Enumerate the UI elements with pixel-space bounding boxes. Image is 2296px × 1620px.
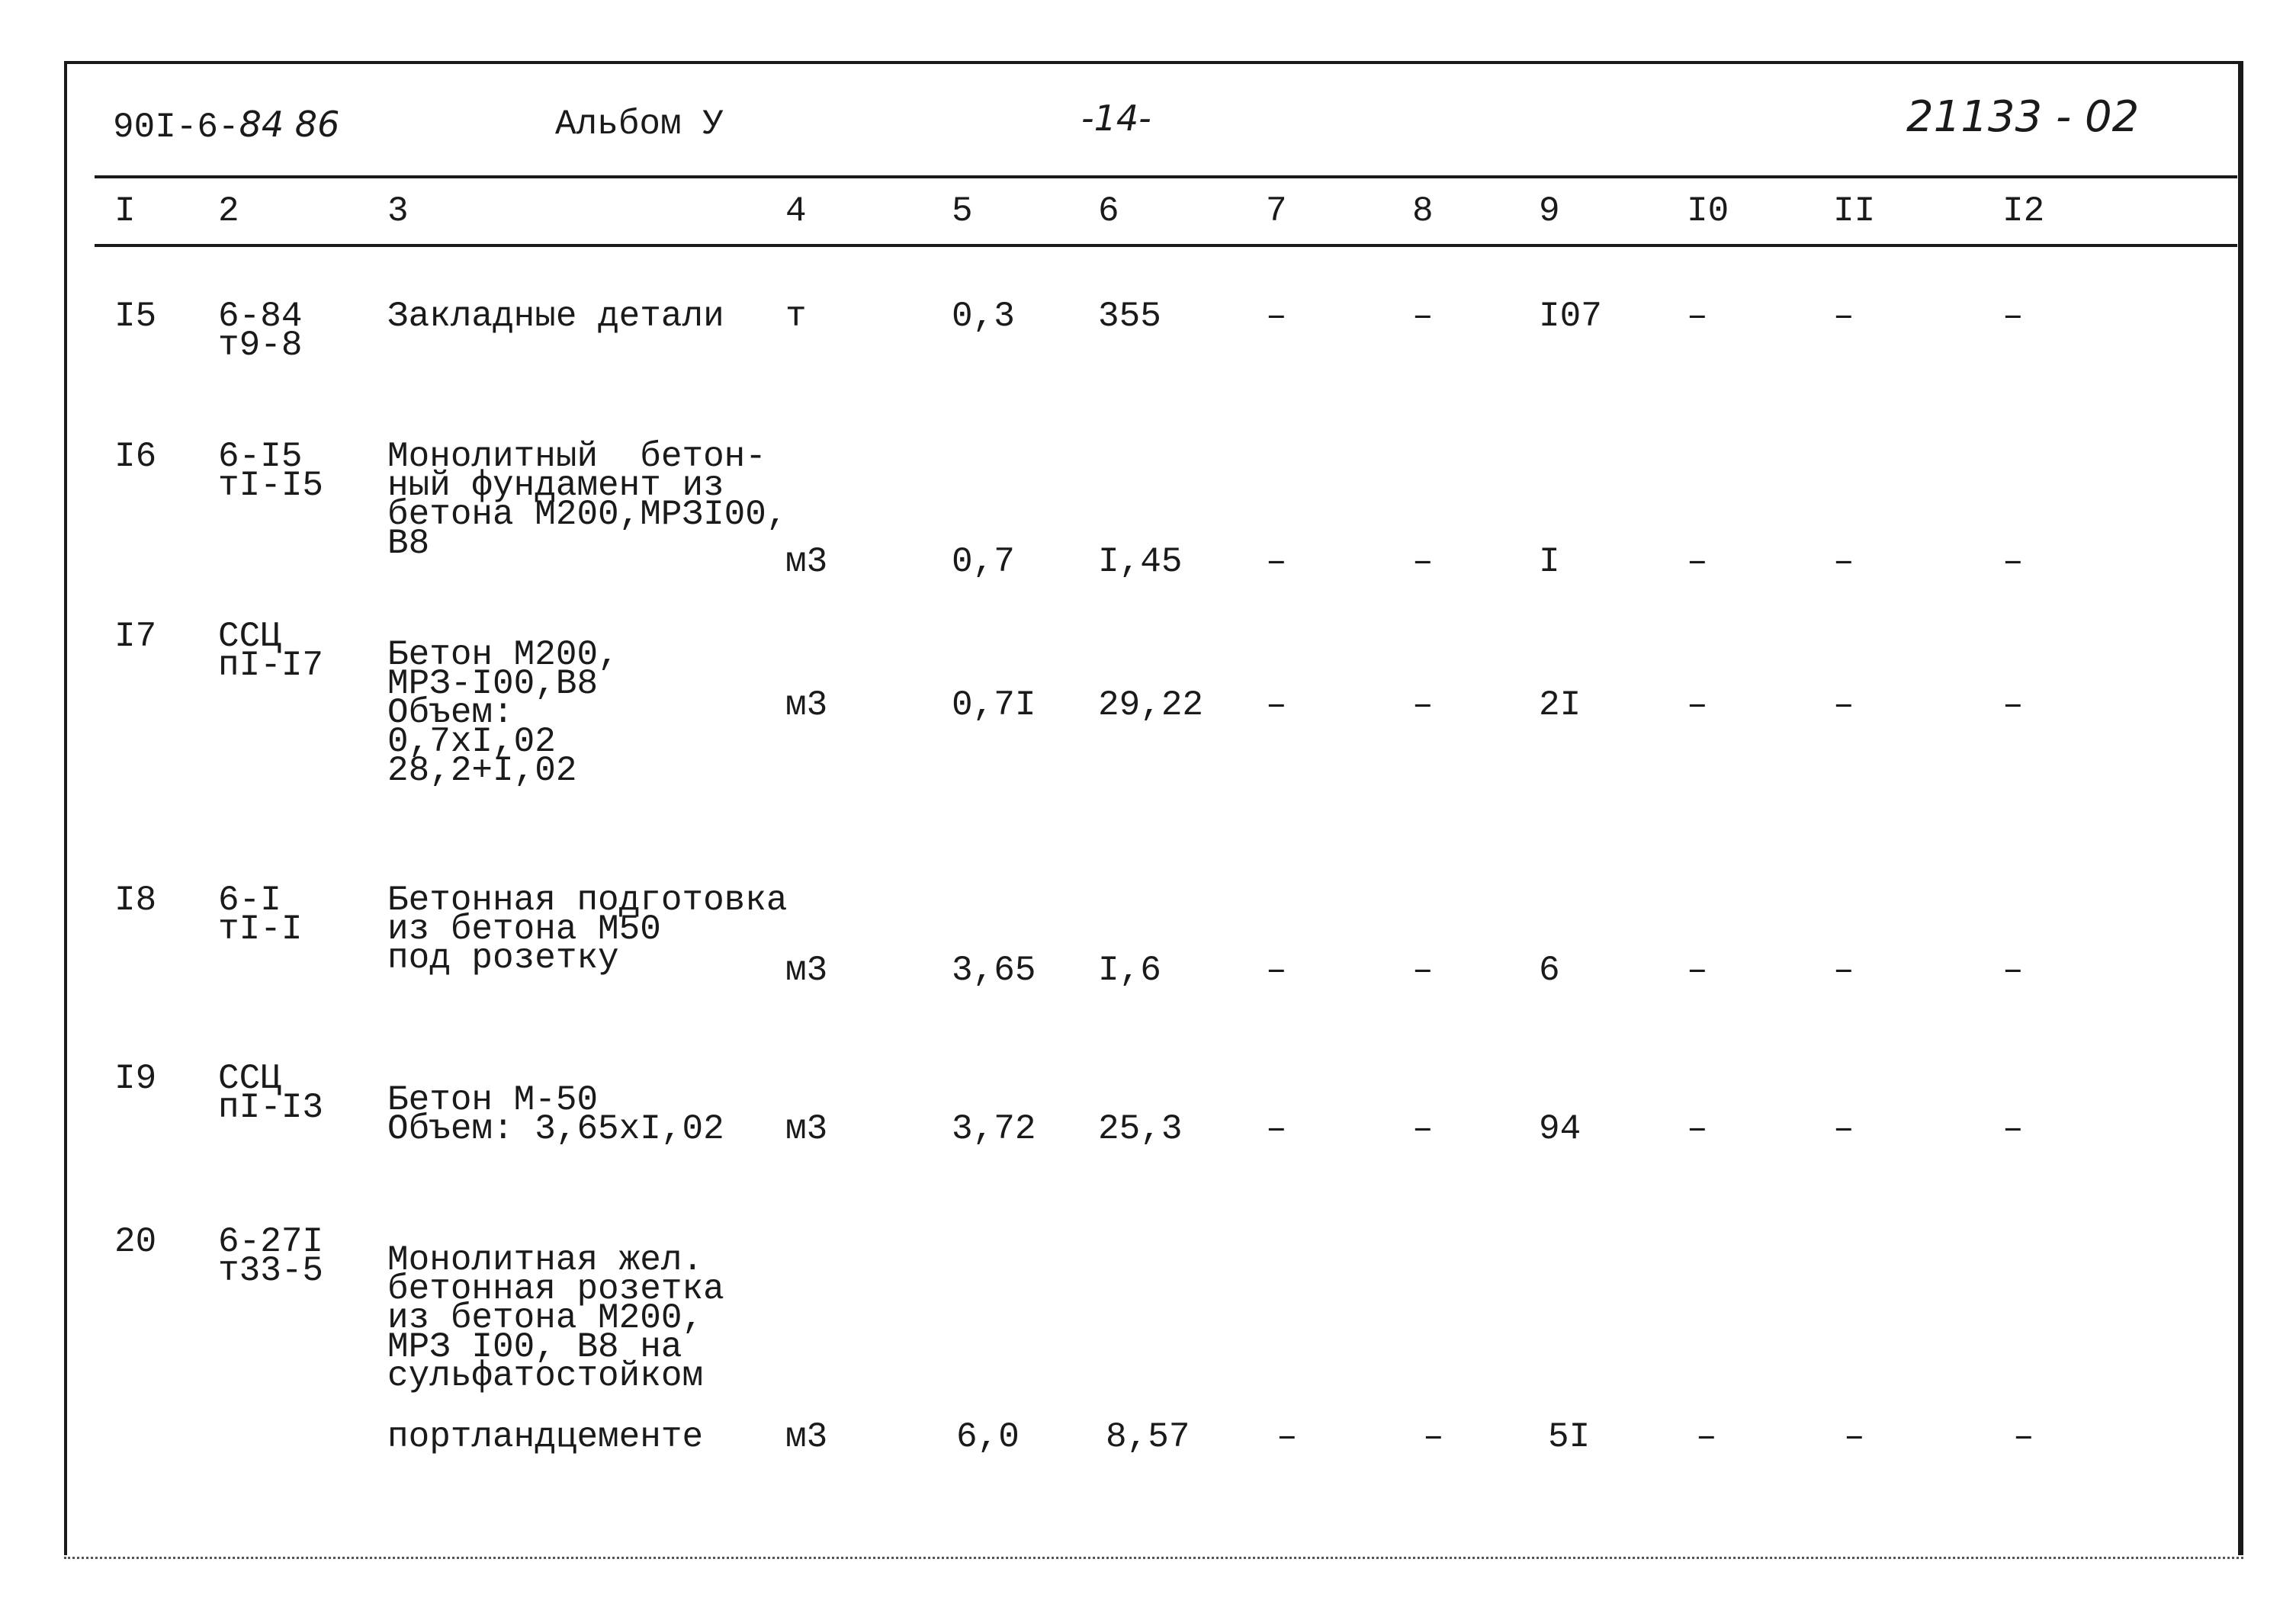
unit-price: 8,57 bbox=[1106, 1417, 1190, 1457]
work-description: Бетон М-50 Объем: 3,65хI,02 bbox=[387, 1080, 724, 1149]
unit-price: 25,3 bbox=[1098, 1109, 1183, 1149]
row-number: I8 bbox=[114, 881, 157, 920]
work-description: Закладные детали bbox=[387, 297, 724, 336]
norm-code: 6-I5 тI-I5 bbox=[218, 437, 324, 505]
quantity: 3,65 bbox=[952, 951, 1036, 990]
col-header-1: I bbox=[114, 191, 136, 231]
col-10-value: – bbox=[1687, 685, 1708, 725]
unit: м3 bbox=[785, 1109, 828, 1149]
col-header-9: 9 bbox=[1539, 191, 1560, 231]
row-number: I6 bbox=[114, 437, 157, 476]
norm-code: 6-84 т9-8 bbox=[218, 297, 303, 365]
col-11-value: – bbox=[1833, 685, 1854, 725]
col-header-2: 2 bbox=[218, 191, 239, 231]
quantity: 0,7 bbox=[952, 542, 1015, 582]
col-12-value: – bbox=[2002, 542, 2024, 582]
col-7-value: – bbox=[1266, 297, 1287, 336]
col-12-value: – bbox=[2002, 1109, 2024, 1149]
header-divider bbox=[95, 175, 2237, 178]
work-description-last-line: портландцементе bbox=[387, 1417, 704, 1457]
col-9-value: 6 bbox=[1539, 951, 1560, 990]
norm-code: 6-27I т33-5 bbox=[218, 1222, 324, 1291]
col-7-value: – bbox=[1266, 1109, 1287, 1149]
unit: м3 bbox=[785, 1417, 828, 1457]
norm-code: 6-I тI-I bbox=[218, 881, 303, 949]
quantity: 0,3 bbox=[952, 297, 1015, 336]
col-10-value: – bbox=[1687, 542, 1708, 582]
col-10-value: – bbox=[1687, 297, 1708, 336]
quantity: 6,0 bbox=[956, 1417, 1020, 1457]
col-7-value: – bbox=[1266, 542, 1287, 582]
col-9-value: I07 bbox=[1539, 297, 1602, 336]
unit-price: 29,22 bbox=[1098, 685, 1204, 725]
col-10-value: – bbox=[1687, 951, 1708, 990]
page-number: -14- bbox=[1081, 98, 1151, 139]
col-10-value: – bbox=[1696, 1417, 1717, 1457]
bottom-border-line bbox=[64, 1557, 2243, 1559]
unit: м3 bbox=[785, 951, 828, 990]
unit: м3 bbox=[785, 685, 828, 725]
unit-price: I,6 bbox=[1098, 951, 1161, 990]
col-8-value: – bbox=[1412, 951, 1434, 990]
col-9-value: I bbox=[1539, 542, 1560, 582]
row-number: I5 bbox=[114, 297, 157, 336]
col-8-value: – bbox=[1423, 1417, 1444, 1457]
col-7-value: – bbox=[1266, 951, 1287, 990]
document-code bbox=[113, 104, 340, 147]
work-description: Монолитная жел. бетонная розетка из бетона М200, МРЗ I00, В8 на сульфатостойком bbox=[387, 1240, 724, 1396]
quantity: 0,7I bbox=[952, 685, 1036, 725]
work-description: Бетонная подготовка из бетона М50 под розетку bbox=[387, 881, 788, 978]
sheet-code: 21133 - 02 bbox=[1906, 92, 2140, 142]
col-header-10: I0 bbox=[1687, 191, 1729, 231]
unit: м3 bbox=[785, 542, 828, 582]
document-code-prefix: 90I-6- bbox=[113, 107, 239, 147]
work-description: Бетон М200, МРЗ-I00,В8 Объем: 0,7хI,02 28,2+I,02 bbox=[387, 635, 619, 791]
col-11-value: – bbox=[1833, 1109, 1854, 1149]
col-11-value: – bbox=[1833, 297, 1854, 336]
row-number: I9 bbox=[114, 1059, 157, 1099]
quantity: 3,72 bbox=[952, 1109, 1036, 1149]
col-header-3: 3 bbox=[387, 191, 409, 231]
row-number: I7 bbox=[114, 617, 157, 656]
col-12-value: – bbox=[2002, 297, 2024, 336]
col-header-8: 8 bbox=[1412, 191, 1434, 231]
col-8-value: – bbox=[1412, 1109, 1434, 1149]
col-header-4: 4 bbox=[785, 191, 807, 231]
col-11-value: – bbox=[1844, 1417, 1865, 1457]
col-7-value: – bbox=[1266, 685, 1287, 725]
col-12-value: – bbox=[2002, 951, 2024, 990]
unit-price: I,45 bbox=[1098, 542, 1183, 582]
col-8-value: – bbox=[1412, 685, 1434, 725]
col-header-12: I2 bbox=[2002, 191, 2045, 231]
col-9-value: 5I bbox=[1548, 1417, 1591, 1457]
col-9-value: 2I bbox=[1539, 685, 1582, 725]
col-header-11: II bbox=[1833, 191, 1876, 231]
col-11-value: – bbox=[1833, 542, 1854, 582]
col-7-value: – bbox=[1276, 1417, 1298, 1457]
col-header-6: 6 bbox=[1098, 191, 1119, 231]
column-header-divider bbox=[95, 244, 2237, 247]
work-description: Монолитный бетон- ный фундамент из бетона М200,МРЗI00, В8 bbox=[387, 437, 788, 563]
col-10-value: – bbox=[1687, 1109, 1708, 1149]
row-number: 20 bbox=[114, 1222, 157, 1262]
norm-code: ССЦ пI-I7 bbox=[218, 617, 324, 685]
col-9-value: 94 bbox=[1539, 1109, 1582, 1149]
col-12-value: – bbox=[2002, 685, 2024, 725]
col-12-value: – bbox=[2013, 1417, 2034, 1457]
album-title: Альбом У bbox=[555, 104, 724, 144]
col-header-5: 5 bbox=[952, 191, 973, 231]
col-11-value: – bbox=[1833, 951, 1854, 990]
unit-price: 355 bbox=[1098, 297, 1161, 336]
col-8-value: – bbox=[1412, 542, 1434, 582]
col-header-7: 7 bbox=[1266, 191, 1287, 231]
norm-code: ССЦ пI-I3 bbox=[218, 1059, 324, 1128]
document-code-handwritten: 84 86 bbox=[239, 104, 340, 145]
unit: т bbox=[785, 297, 807, 336]
col-8-value: – bbox=[1412, 297, 1434, 336]
